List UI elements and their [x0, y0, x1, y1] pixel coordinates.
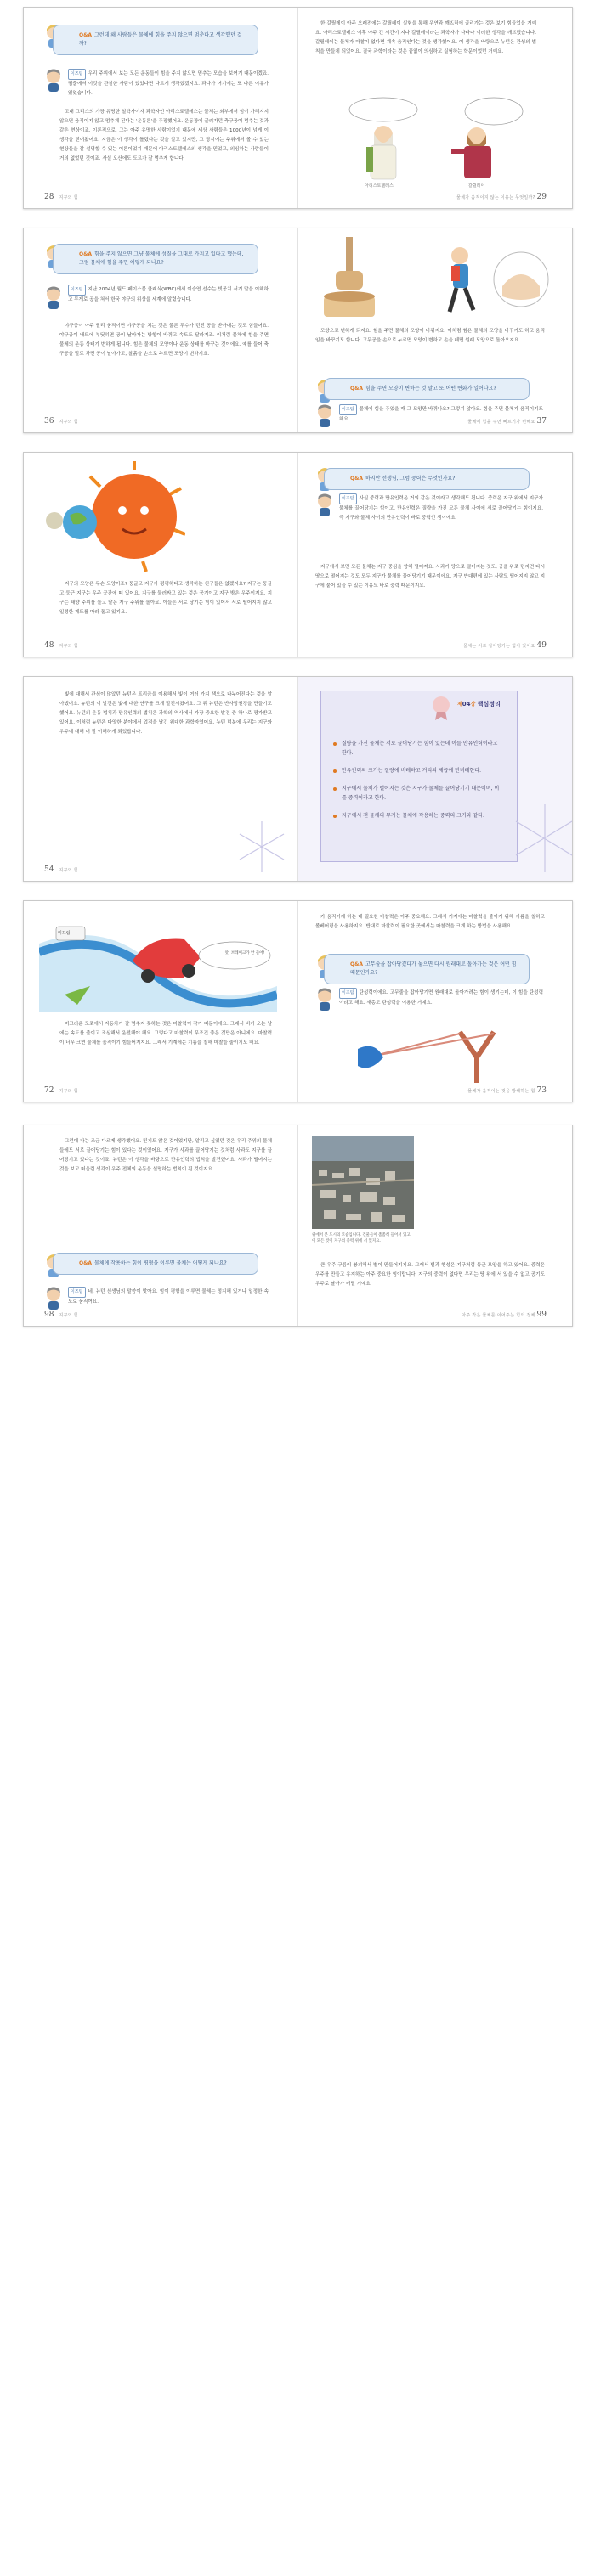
page-left	[24, 8, 298, 208]
page-footer: 48 지구의 힘	[44, 641, 78, 650]
book-spread-5	[23, 900, 573, 1102]
body-text: 미끄러운 도로에서 자동차가 잘 멈추지 못하는 것은 마찰력이 작기 때문이에요. 그래서 비가 오는 날에는 속도를 줄이고 조심해서 운전해야 해요. 그렇다고 마찰력이 무조건 좋은 것만은 아니에요. 마찰력이 너무 크면 물체를 움직이기 힘들어지지요. 그래서 기계에는 기름을 칠해 마찰을 줄이기도 해요.	[60, 1022, 272, 1046]
body-text: 고대 그리스의 가장 유명한 철학자이자 과학자인 아리스토텔레스는 물체는 외부에서 힘이 가해지지 않으면 움직이지 않고 멈추게 된다는 '운동론'을 주장했어요. 운동장에 굴러가던 축구공이 멈추는 것과 같은 현상이죠. 이론적으로, 그는 아주 유명한 사람이었기 때문에 세상 사람들은 1000년이 넘게 이 생각을 믿어왔어요. 지금은 이 생각이 틀렸다는 것을 알고 있지만, 그 당시에는 주위에서 볼 수 있는 현상들을 잘 설명할 수 있는 이론이었기 때문에 아리스토텔레스의 생각을 믿었고, 의심하는 사람들이 거의 없었던 것이죠. 사실 오산에도 도르가 잘 멈추게 합니다.	[60, 110, 269, 161]
answer-text: 이즈팀 지난 2004년 월드 페이스볼 클래식(WBC)에서 이승엽 선수는 빗공치 서기 말을 이해하고 무게로 공을 쳐서 한국 야구의 위상을 세계에 알렸습니다.	[68, 285, 269, 305]
summary-item: 지구에서 물체가 떨어지는 것은 지구가 물체를 끌어당기기 때문이며, 이를 중력이라고 한다.	[333, 784, 503, 803]
body-text: 지구의 모양은 무슨 모양이죠? 둥글고 지구가 평평하다고 생각하는 친구들은 없겠지요? 지구는 둥글고 둥근 지구는 우주 공간에 떠 있어요. 지구를 둘러싸고 있는 것은 공기이고 지구 밖은 우주이지요. 지구는 태양 주위를 돌고 달은 지구 주위를 돌아요. 이들은 서로 당기는 힘이 있어서 서로 떨어지지 않고 일정한 궤도를 따라 돌고 있지요.	[60, 582, 272, 615]
teacher-avatar-icon	[314, 492, 336, 517]
key-summary-box	[320, 691, 518, 862]
sun-earth-moon-illustration	[41, 461, 185, 572]
snowflake-decoration-icon	[211, 821, 296, 872]
page-footer: 72 지구의 힘	[44, 1086, 78, 1095]
mortar-pestle-illustration	[307, 237, 392, 322]
page-footer: 98 지구의 힘	[44, 1311, 78, 1319]
teacher-avatar-icon	[314, 986, 336, 1012]
teacher-avatar-icon	[314, 403, 336, 428]
body-text: 카 움직이게 하는 데 필요한 마찰력은 아주 중요해요. 그래서 기계에는 마찰력을 줄이기 위해 기름을 칠하고 볼베어링을 사용하지요. 반대로 마찰력이 필요한 곳에서는 마찰력을 크게 하는 방법을 사용해요.	[315, 915, 545, 929]
summary-item: 지구에서 잰 물체의 무게는 물체에 작용하는 중력의 크기와 같다.	[333, 811, 503, 820]
scientists-debate-illustration	[332, 93, 536, 186]
body-text: 그런데 나는 조금 다르게 생각했어요. 믿지도 않은 것이었지만, 알리고 싶었던 것은 우리 주위의 물체들에도 서로 끌어당기는 힘이 있다는 것이었어요. 지구가 사과를 끌어당기는 것처럼 사과도 지구를 끌어당기고 있다는 것이죠. 뉴턴은 이 생각을 바탕으로 만유인력의 법칙을 발견했어요. 사과가 떨어지는 것을 보고 떠올린 생각이 우주 전체의 운동을 설명하는 법칙이 된 것이지요.	[60, 1139, 272, 1172]
page-footer: 물체가 움직이지 않는 이유는 무엇일까? 29	[456, 193, 547, 201]
question-bubble: Q&A 그런데 왜 사람들은 물체에 힘을 주지 않으면 멈춘다고 생각했던 걸까?	[53, 25, 258, 55]
book-spread-1	[23, 7, 573, 209]
question-bubble: Q&A 고무줄을 잡아당겼다가 놓으면 다시 원래대로 돌아가는 것은 어떤 힘 때문인가요?	[324, 954, 530, 984]
page-footer: 물체는 서로 잡아당기는 힘이 있어요 49	[463, 641, 547, 650]
summary-list	[333, 739, 503, 829]
answer-text: 이즈팀 네, 뉴턴 선생님의 말씀이 맞아요. 힘이 평형을 이루면 물체는 정지해 있거나 일정한 속도로 움직여요.	[68, 1287, 269, 1307]
snowflake-decoration-icon	[511, 804, 572, 872]
page-footer: 28 지구의 힘	[44, 193, 78, 201]
answer-text: 이즈팀 탄성력이에요. 고무줄을 잡아당기면 원래대로 돌아가려는 힘이 생기는데, 이 힘을 탄성력이라고 해요. 새총도 탄성력을 이용한 거예요.	[339, 988, 543, 1008]
page-left	[24, 677, 298, 881]
page-footer: 물체가 움직이는 것을 방해하는 힘 73	[468, 1086, 547, 1095]
body-text: 야구공이 아주 빨리 움직이면 야구공을 치는 것은 물론 투수가 던진 공을 받아내는 것도 힘들어요. 야구공이 배트에 부딪히면 공이 날아가는 방향이 바뀌고 속도도 달라지죠. 이처럼 물체에 힘을 주면 물체의 운동 상태가 변하게 됩니다. 힘은 물체의 모양이나 운동 상태를 바꾸는 것이에요. 예를 들어 축구공을 발로 차면 공이 날아가고, 찰흙을 손으로 누르면 모양이 변하지요.	[60, 324, 269, 357]
body-text: 지구에서 보면 모든 물체는 지구 중심을 향해 떨어져요. 사과가 땅으로 떨어지는 것도, 공을 위로 던지면 다시 땅으로 떨어지는 것도 모두 지구가 물체를 끌어당기기 때문이에요. 지구 반대편에 있는 사람도 떨어지지 않고 지구에 붙어 있을 수 있는 이유도 바로 중력 때문이지요.	[315, 565, 545, 589]
book-spread-4	[23, 676, 573, 882]
aerial-city-photo	[312, 1136, 414, 1229]
page-right	[298, 228, 572, 432]
body-text: 한 갈릴레이 아주 오래전에는 갈릴레이 실험을 통해 우연과 깨뜨림에 굴리가는 것은 보기 힘들었을 거예요. 아리스토텔레스 이후 아주 긴 시간이 지나 갈릴레이라는 과학자가 나타나 이러한 생각을 깨뜨렸습니다. 갈릴레이는 물체가 마찰이 없다면 계속 움직인다는 것을 생각했어요. 이 생각을 바탕으로 뉴턴은 관성의 법칙을 만들게 되었어요. 결국 과학이라는 것은 끝없이 의심하고 실험하는 학문이었던 거예요.	[315, 21, 536, 54]
road-sign-text: 미끄럼	[58, 931, 71, 936]
page-left	[24, 901, 298, 1102]
page-right	[298, 677, 572, 881]
caption-aristotle: 아리스토텔레스	[365, 183, 394, 189]
page-right	[298, 1125, 572, 1326]
page-left	[24, 453, 298, 657]
page-right	[298, 901, 572, 1102]
speech-text: 앗, 브레이크가 안 들어!	[224, 951, 265, 955]
book-spread-3	[23, 452, 573, 657]
book-spread-6	[23, 1125, 573, 1327]
summary-item: 질량을 가진 물체는 서로 끌어당기는 힘이 있는데 이를 만유인력이라고 한다.	[333, 739, 503, 758]
teacher-avatar-icon	[42, 67, 65, 93]
answer-text: 이즈팀 물체에 힘을 주었을 때 그 모양만 바뀌나요? 그렇지 않아요. 힘을 주면 물체가 움직이기도 해요.	[339, 404, 543, 425]
slingshot-illustration	[349, 1023, 536, 1083]
question-bubble: Q&A 힘을 주면 모양이 변하는 것 말고 또 어떤 변화가 일어나요?	[324, 378, 530, 400]
question-bubble: Q&A 하지만 선생님, 그럼 중력은 무엇인가요?	[324, 468, 530, 490]
teacher-avatar-icon	[42, 285, 65, 310]
body-text: 큰 우주 구름이 붕괴해서 별이 만들어지지요. 그래서 별과 행성은 지구처럼 둥근 모양을 하고 있어요. 중력은 우주를 만들고 유지하는 아주 중요한 힘이랍니다. 지구의 중력이 없다면 우리는 땅 위에 서 있을 수 없고 공기도 우주로 날아가 버릴 거예요.	[315, 1263, 545, 1287]
teacher-avatar-icon	[42, 1285, 65, 1311]
page-right	[298, 8, 572, 208]
body-text: 모양으로 변하게 되지요. 힘을 주면 물체의 모양이 바뀌지요. 이처럼 힘은 물체의 모양을 바꾸기도 하고 움직임을 바꾸기도 합니다. 고무공을 손으로 누르면 모양이 변하고 손을 떼면 원래 모양으로 돌아오지요.	[315, 329, 545, 343]
body-text: 빛에 대해서 관심이 많았던 뉴턴은 프리즘을 이용해서 빛이 여러 가지 색으로 나누어진다는 것을 알아냈어요. 뉴턴의 이 발견은 빛에 대한 연구를 크게 발전시켰어요. 그 뒤 뉴턴은 반사망원경을 만들기도 했어요. 뉴턴의 운동 법칙과 만유인력의 법칙은 과학의 역사에서 가장 중요한 발견 중 하나로 평가받고 있어요. 이처럼 뉴턴은 다양한 분야에서 업적을 남긴 위대한 과학자였어요. 뉴턴 덕분에 우리는 지구와 우주에 대해 더 잘 이해하게 되었답니다.	[60, 692, 272, 735]
page-footer: 36 지구의 힘	[44, 417, 78, 426]
summary-item: 만유인력의 크기는 질량에 비례하고 거리의 제곱에 반비례한다.	[333, 766, 503, 775]
question-bubble: Q&A 힘을 주지 않으면 그냥 물체에 성질을 그대로 가지고 있다고 했는데, 그럼 물체에 힘을 주면 어떻게 되나요?	[53, 244, 258, 274]
caption-galileo: 갈릴레이	[468, 183, 485, 189]
answer-text: 이즈팀 우리 주위에서 보는 모든 운동들이 힘을 주지 않으면 멈추는 모습을 보여기 때문이겠죠. 멈춤에서 이것을 관찰한 사람이 있었다면 다르게 생각했겠지요. 과다가 여기에는 또 다른 이유가 있었습니다.	[68, 69, 269, 99]
answer-text: 이즈팀 사실 중력과 만유인력은 거의 같은 것이라고 생각해도 됩니다. 중력은 지구 위에서 지구가 물체를 끌어당기는 힘이고, 만유인력은 질량을 가진 모든 물체 사이에 서로 끌어당기는 힘이지요. 즉 지구와 물체 사이의 만유인력이 바로 중력인 셈이에요.	[339, 493, 543, 523]
page-footer: 아주 작은 물체를 이어주는 힘의 정체 99	[462, 1311, 547, 1319]
question-bubble: Q&A 물체에 작용하는 힘이 평형을 이루면 물체는 어떻게 되나요?	[53, 1253, 258, 1275]
ribbon-badge-icon	[430, 695, 452, 720]
photo-caption: 위에서 본 도시의 모습입니다. 건물들이 촘촘히 들어서 있고, 이 모든 것이 지구의 중력 위에 서 있지요.	[312, 1233, 412, 1243]
runner-illustration	[426, 237, 553, 322]
car-skidding-illustration	[39, 910, 277, 1012]
page-left	[24, 1125, 298, 1326]
summary-badge: 제04장 핵심정리	[457, 701, 501, 707]
book-spread-2	[23, 228, 573, 433]
page-footer: 물체에 힘을 주면 빠르기가 변해요 37	[468, 417, 547, 426]
page-right	[298, 453, 572, 657]
page-left	[24, 228, 298, 432]
page-footer: 54 지구의 힘	[44, 865, 78, 874]
